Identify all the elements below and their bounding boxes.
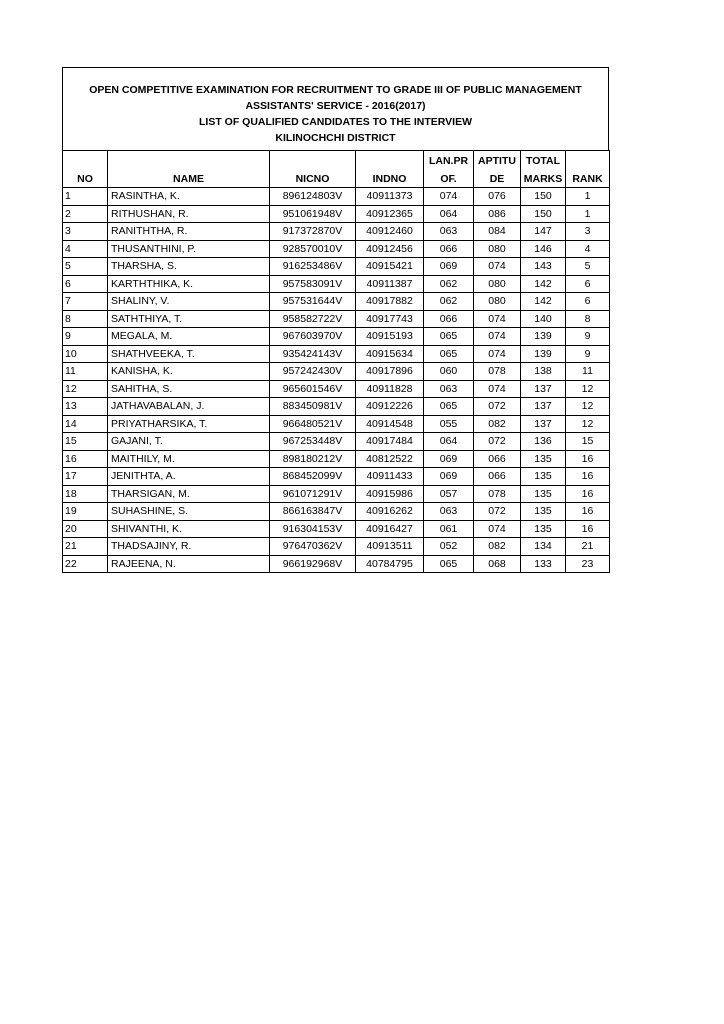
header-rank: RANK — [566, 169, 610, 188]
cell-name: SHATHVEEKA, T. — [108, 345, 270, 363]
cell-indno: 40911373 — [356, 188, 424, 206]
cell-nicno: 957583091V — [270, 275, 356, 293]
cell-no: 15 — [63, 433, 108, 451]
cell-nicno: 966480521V — [270, 415, 356, 433]
cell-name: THADSAJINY, R. — [108, 538, 270, 556]
cell-name: SHALINY, V. — [108, 293, 270, 311]
cell-aptitude: 074 — [474, 345, 521, 363]
title-line-3: LIST OF QUALIFIED CANDIDATES TO THE INTERVIEW — [198, 116, 472, 128]
table-row — [63, 415, 610, 433]
cell-aptitude: 080 — [474, 240, 521, 258]
cell-total: 135 — [521, 485, 566, 503]
cell-nicno: 916304153V — [270, 520, 356, 538]
cell-lanprof: 063 — [424, 380, 474, 398]
cell-indno: 40916262 — [356, 503, 424, 521]
cell-lanprof: 066 — [424, 240, 474, 258]
header-no-top — [63, 151, 108, 170]
header-total-top: TOTAL — [521, 151, 566, 170]
table-row — [63, 188, 610, 206]
cell-indno: 40911387 — [356, 275, 424, 293]
cell-total: 137 — [521, 398, 566, 416]
cell-no: 20 — [63, 520, 108, 538]
cell-nicno: 961071291V — [270, 485, 356, 503]
cell-aptitude: 074 — [474, 258, 521, 276]
cell-indno: 40915421 — [356, 258, 424, 276]
cell-no: 19 — [63, 503, 108, 521]
cell-indno: 40911828 — [356, 380, 424, 398]
cell-name: KANISHA, K. — [108, 363, 270, 381]
cell-indno: 40911433 — [356, 468, 424, 486]
cell-rank: 11 — [566, 363, 610, 381]
cell-rank: 16 — [566, 450, 610, 468]
cell-nicno: 967603970V — [270, 328, 356, 346]
cell-no: 11 — [63, 363, 108, 381]
cell-nicno: 896124803V — [270, 188, 356, 206]
cell-no: 3 — [63, 223, 108, 241]
table-row — [63, 258, 610, 276]
cell-nicno: 928570010V — [270, 240, 356, 258]
cell-indno: 40912365 — [356, 205, 424, 223]
cell-no: 12 — [63, 380, 108, 398]
cell-total: 135 — [521, 468, 566, 486]
cell-nicno: 917372870V — [270, 223, 356, 241]
cell-aptitude: 082 — [474, 538, 521, 556]
table-row — [63, 240, 610, 258]
cell-total: 139 — [521, 328, 566, 346]
cell-name: RITHUSHAN, R. — [108, 205, 270, 223]
cell-no: 14 — [63, 415, 108, 433]
cell-rank: 12 — [566, 380, 610, 398]
cell-nicno: 965601546V — [270, 380, 356, 398]
cell-aptitude: 076 — [474, 188, 521, 206]
cell-no: 10 — [63, 345, 108, 363]
cell-rank: 15 — [566, 433, 610, 451]
table-row — [63, 293, 610, 311]
table-row — [63, 433, 610, 451]
table-row — [63, 555, 610, 573]
cell-name: SUHASHINE, S. — [108, 503, 270, 521]
cell-total: 143 — [521, 258, 566, 276]
cell-nicno: 951061948V — [270, 205, 356, 223]
cell-name: PRIYATHARSIKA, T. — [108, 415, 270, 433]
cell-lanprof: 069 — [424, 258, 474, 276]
cell-lanprof: 064 — [424, 205, 474, 223]
cell-name: THARSHA, S. — [108, 258, 270, 276]
cell-no: 22 — [63, 555, 108, 573]
header-indno: INDNO — [356, 169, 424, 188]
cell-aptitude: 086 — [474, 205, 521, 223]
cell-name: JENITHTA, A. — [108, 468, 270, 486]
cell-rank: 1 — [566, 205, 610, 223]
cell-lanprof: 063 — [424, 503, 474, 521]
cell-nicno: 935424143V — [270, 345, 356, 363]
title-line-2: ASSISTANTS' SERVICE - 2016(2017) — [245, 100, 426, 112]
cell-aptitude: 072 — [474, 433, 521, 451]
header-nicno-top — [270, 151, 356, 170]
cell-aptitude: 078 — [474, 485, 521, 503]
cell-name: KARTHTHIKA, K. — [108, 275, 270, 293]
cell-aptitude: 068 — [474, 555, 521, 573]
cell-rank: 12 — [566, 398, 610, 416]
cell-aptitude: 084 — [474, 223, 521, 241]
cell-total: 150 — [521, 205, 566, 223]
cell-aptitude: 066 — [474, 468, 521, 486]
cell-indno: 40917896 — [356, 363, 424, 381]
cell-total: 134 — [521, 538, 566, 556]
cell-total: 150 — [521, 188, 566, 206]
cell-no: 2 — [63, 205, 108, 223]
cell-indno: 40917484 — [356, 433, 424, 451]
cell-total: 140 — [521, 310, 566, 328]
cell-indno: 40915193 — [356, 328, 424, 346]
cell-rank: 21 — [566, 538, 610, 556]
cell-name: JATHAVABALAN, J. — [108, 398, 270, 416]
cell-total: 138 — [521, 363, 566, 381]
cell-name: THARSIGAN, M. — [108, 485, 270, 503]
header-total: MARKS — [521, 169, 566, 188]
cell-total: 142 — [521, 293, 566, 311]
table-row — [63, 275, 610, 293]
cell-no: 8 — [63, 310, 108, 328]
cell-lanprof: 065 — [424, 345, 474, 363]
cell-aptitude: 082 — [474, 415, 521, 433]
table-row — [63, 223, 610, 241]
cell-no: 6 — [63, 275, 108, 293]
cell-total: 135 — [521, 503, 566, 521]
cell-rank: 1 — [566, 188, 610, 206]
cell-indno: 40913511 — [356, 538, 424, 556]
cell-aptitude: 080 — [474, 275, 521, 293]
cell-no: 5 — [63, 258, 108, 276]
cell-rank: 23 — [566, 555, 610, 573]
header-rank-top — [566, 151, 610, 170]
cell-nicno: 967253448V — [270, 433, 356, 451]
cell-no: 16 — [63, 450, 108, 468]
cell-name: THUSANTHINI, P. — [108, 240, 270, 258]
cell-no: 18 — [63, 485, 108, 503]
cell-lanprof: 074 — [424, 188, 474, 206]
table-row — [63, 503, 610, 521]
header-indno-top — [356, 151, 424, 170]
cell-no: 9 — [63, 328, 108, 346]
cell-lanprof: 057 — [424, 485, 474, 503]
cell-total: 137 — [521, 415, 566, 433]
cell-nicno: 976470362V — [270, 538, 356, 556]
cell-name: RASINTHA, K. — [108, 188, 270, 206]
cell-rank: 6 — [566, 275, 610, 293]
cell-lanprof: 062 — [424, 275, 474, 293]
header-no: NO — [63, 169, 108, 188]
cell-indno: 40912456 — [356, 240, 424, 258]
cell-nicno: 898180212V — [270, 450, 356, 468]
table-row — [63, 363, 610, 381]
cell-total: 139 — [521, 345, 566, 363]
cell-lanprof: 069 — [424, 468, 474, 486]
title-line-4: KILINOCHCHI DISTRICT — [275, 132, 396, 144]
header-aptitude-top: APTITU — [474, 151, 521, 170]
table-row — [63, 450, 610, 468]
cell-no: 1 — [63, 188, 108, 206]
cell-lanprof: 061 — [424, 520, 474, 538]
cell-indno: 40917882 — [356, 293, 424, 311]
cell-no: 4 — [63, 240, 108, 258]
cell-no: 21 — [63, 538, 108, 556]
cell-indno: 40912226 — [356, 398, 424, 416]
cell-aptitude: 074 — [474, 328, 521, 346]
table-header — [63, 151, 610, 188]
cell-lanprof: 066 — [424, 310, 474, 328]
table-row — [63, 468, 610, 486]
table-row — [63, 310, 610, 328]
cell-nicno: 868452099V — [270, 468, 356, 486]
table-row — [63, 205, 610, 223]
cell-name: RANITHTHA, R. — [108, 223, 270, 241]
cell-indno: 40915634 — [356, 345, 424, 363]
table-row — [63, 520, 610, 538]
cell-total: 135 — [521, 450, 566, 468]
cell-total: 146 — [521, 240, 566, 258]
table-row — [63, 380, 610, 398]
cell-indno: 40812522 — [356, 450, 424, 468]
table-row — [63, 485, 610, 503]
cell-name: SHIVANTHI, K. — [108, 520, 270, 538]
title-line-1: OPEN COMPETITIVE EXAMINATION FOR RECRUITMENT TO GRADE III OF PUBLIC MANAGEMENT — [89, 84, 582, 96]
cell-total: 135 — [521, 520, 566, 538]
cell-nicno: 957531644V — [270, 293, 356, 311]
cell-rank: 5 — [566, 258, 610, 276]
cell-lanprof: 052 — [424, 538, 474, 556]
cell-lanprof: 064 — [424, 433, 474, 451]
header-name-top — [108, 151, 270, 170]
cell-aptitude: 074 — [474, 380, 521, 398]
cell-rank: 9 — [566, 345, 610, 363]
cell-lanprof: 055 — [424, 415, 474, 433]
cell-aptitude: 066 — [474, 450, 521, 468]
cell-rank: 16 — [566, 520, 610, 538]
cell-aptitude: 078 — [474, 363, 521, 381]
cell-rank: 16 — [566, 485, 610, 503]
cell-rank: 6 — [566, 293, 610, 311]
header-lanprof-top: LAN.PR — [424, 151, 474, 170]
table-row — [63, 398, 610, 416]
cell-indno: 40915986 — [356, 485, 424, 503]
cell-lanprof: 065 — [424, 555, 474, 573]
header-nicno: NICNO — [270, 169, 356, 188]
cell-rank: 3 — [566, 223, 610, 241]
cell-nicno: 966192968V — [270, 555, 356, 573]
cell-name: RAJEENA, N. — [108, 555, 270, 573]
cell-total: 133 — [521, 555, 566, 573]
cell-indno: 40917743 — [356, 310, 424, 328]
cell-nicno: 866163847V — [270, 503, 356, 521]
cell-indno: 40784795 — [356, 555, 424, 573]
cell-no: 13 — [63, 398, 108, 416]
cell-aptitude: 080 — [474, 293, 521, 311]
cell-indno: 40916427 — [356, 520, 424, 538]
cell-nicno: 883450981V — [270, 398, 356, 416]
table-row — [63, 538, 610, 556]
cell-lanprof: 065 — [424, 398, 474, 416]
cell-indno: 40914548 — [356, 415, 424, 433]
cell-rank: 12 — [566, 415, 610, 433]
cell-total: 147 — [521, 223, 566, 241]
document-title — [62, 67, 609, 150]
cell-no: 17 — [63, 468, 108, 486]
cell-aptitude: 072 — [474, 398, 521, 416]
cell-no: 7 — [63, 293, 108, 311]
cell-nicno: 958582722V — [270, 310, 356, 328]
results-sheet — [62, 67, 609, 573]
cell-aptitude: 074 — [474, 520, 521, 538]
cell-name: GAJANI, T. — [108, 433, 270, 451]
cell-name: SATHTHIYA, T. — [108, 310, 270, 328]
cell-rank: 4 — [566, 240, 610, 258]
header-name: NAME — [108, 169, 270, 188]
cell-total: 142 — [521, 275, 566, 293]
cell-aptitude: 072 — [474, 503, 521, 521]
cell-nicno: 957242430V — [270, 363, 356, 381]
cell-indno: 40912460 — [356, 223, 424, 241]
header-aptitude: DE — [474, 169, 521, 188]
cell-nicno: 916253486V — [270, 258, 356, 276]
table-row — [63, 345, 610, 363]
cell-lanprof: 062 — [424, 293, 474, 311]
cell-lanprof: 063 — [424, 223, 474, 241]
table-row — [63, 328, 610, 346]
cell-name: MEGALA, M. — [108, 328, 270, 346]
cell-rank: 16 — [566, 503, 610, 521]
cell-rank: 16 — [566, 468, 610, 486]
cell-aptitude: 074 — [474, 310, 521, 328]
header-lanprof: OF. — [424, 169, 474, 188]
cell-lanprof: 065 — [424, 328, 474, 346]
cell-name: MAITHILY, M. — [108, 450, 270, 468]
cell-lanprof: 060 — [424, 363, 474, 381]
cell-rank: 9 — [566, 328, 610, 346]
cell-name: SAHITHA, S. — [108, 380, 270, 398]
cell-total: 137 — [521, 380, 566, 398]
cell-total: 136 — [521, 433, 566, 451]
table-body — [63, 188, 610, 573]
cell-rank: 8 — [566, 310, 610, 328]
candidates-table — [62, 150, 610, 573]
cell-lanprof: 069 — [424, 450, 474, 468]
